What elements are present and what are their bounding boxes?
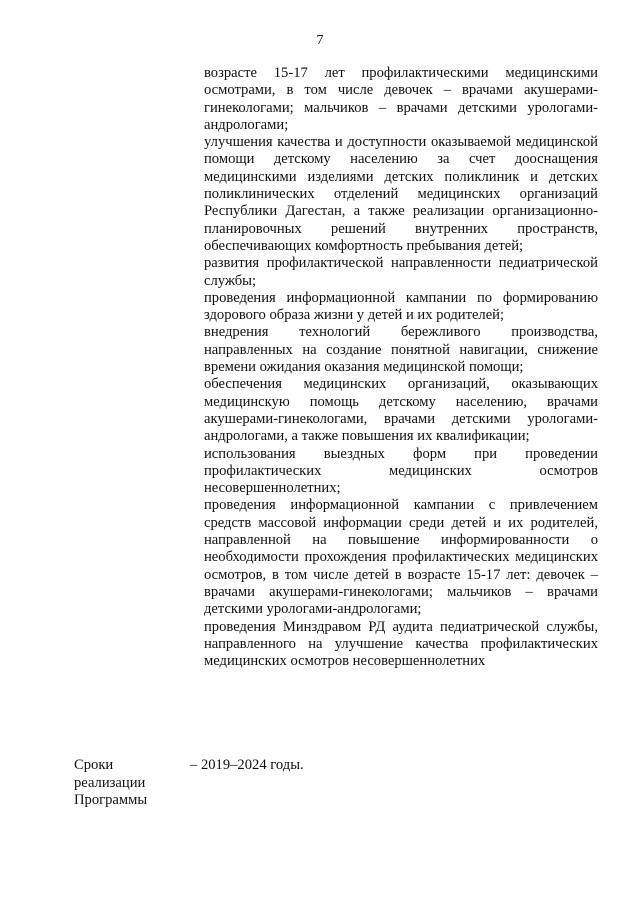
paragraph-9: проведения Минздравом РД аудита педиатрической службы, направленного на улучшение качества профилактических медицинских осмотров несовершеннолетних <box>204 618 598 670</box>
page-number: 7 <box>316 33 324 48</box>
paragraph-8: проведения информационной кампании с привлечением средств массовой информации среди детей и их родителей, направленной на повышение информированности о необходимости прохождения профилактических медицинских осмотров, в том числе детей в возрасте 15-17 лет: девочек – врачами акушерами-гинекологами; мальчиков – врачами детскими урологами-андрологами; <box>204 497 598 618</box>
paragraph-1: возрасте 15-17 лет профилактическими медицинскими осмотрами, в том числе девочек – врачами акушерами-гинекологами; мальчиков – врачами детскими урологами-андрологами; <box>204 65 598 133</box>
paragraph-5: внедрения технологий бережливого производства, направленных на создание понятной навигации, снижение времени ожидания оказания медицинской помощи; <box>204 324 598 376</box>
paragraph-3: развития профилактической направленности педиатрической службы; <box>204 255 598 289</box>
paragraph-2: улучшения качества и доступности оказываемой медицинской помощи детскому населению за счет дооснащения медицинскими изделиями детских поликлиник и детских поликлинических отделений медицинских организаций Республики Дагестан, а также реализации организационно-планировочных решений внутренних пространств, обеспечивающих комфортность пребывания детей; <box>204 134 598 254</box>
program-terms-value: – 2019–2024 годы. <box>190 757 304 773</box>
program-terms-label: Сроки реализации Программы <box>74 757 148 808</box>
paragraph-6: обеспечения медицинских организаций, оказывающих медицинскую помощь детскому населению, врачами акушерами-гинекологами, врачами детскими урологами-андрологами, а также повышения их квалификации; <box>204 376 598 445</box>
paragraph-7: использования выездных форм при проведении профилактических медицинских осмотров несовершеннолетних; <box>204 445 598 497</box>
paragraph-4: проведения информационной кампании по формированию здорового образа жизни у детей и их родителей; <box>204 289 598 324</box>
program-tasks-text <box>204 65 598 670</box>
